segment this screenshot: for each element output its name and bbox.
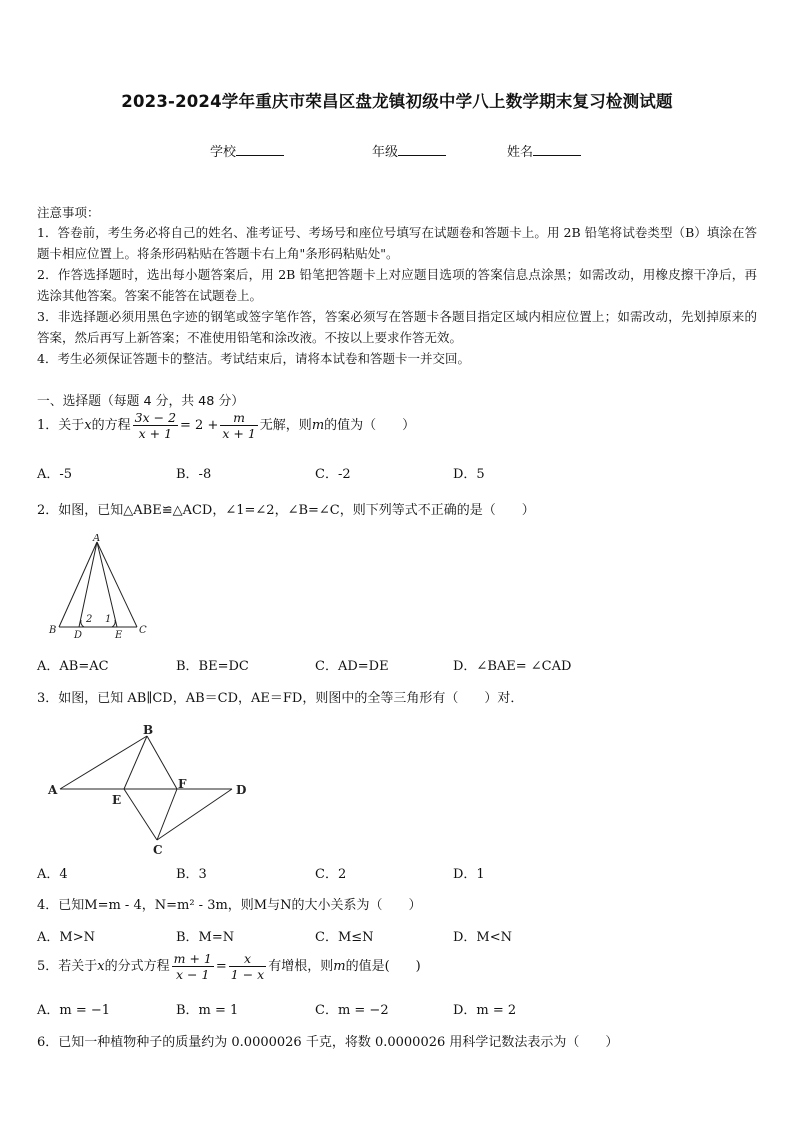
q2-label-e: E xyxy=(115,630,123,641)
q3-line-ec xyxy=(124,789,157,840)
q5-f1-denominator: x − 1 xyxy=(176,967,210,982)
q3-line-bf xyxy=(147,736,177,789)
q3-line-fc xyxy=(157,789,177,840)
question-4-stem: 4．已知M=m - 4，N=m² - 3m，则M与N的大小关系为（ ） xyxy=(37,898,422,913)
q2-option-b[interactable]: B．BE=DC xyxy=(176,659,249,674)
q4-option-c[interactable]: C．M≤N xyxy=(315,930,374,945)
name-label: 姓名 xyxy=(507,145,534,160)
question-6-stem: 6．已知一种植物种子的质量约为 0.0000026 千克，将数 0.0000026 用科学记数法表示为（ ） xyxy=(37,1035,619,1050)
name-blank[interactable] xyxy=(533,143,581,156)
q5-fraction-1 xyxy=(172,951,214,982)
q5-eq: = xyxy=(215,959,227,974)
notice-item-2: 2．作答选择题时，选出每小题答案后，用 2B 铅笔把答题卡上对应题目选项的答案信息点涂黑；如需改动，用橡皮擦干净后，再选涂其他答案。答案不能答在试题卷上。 xyxy=(37,267,757,303)
q2-label-d: D xyxy=(74,630,83,641)
q4-option-b[interactable]: B．M=N xyxy=(176,930,235,945)
q3-label-b: B xyxy=(143,723,154,737)
q3-label-d: D xyxy=(236,783,247,797)
q5-suffix-2: 的值是( ) xyxy=(345,959,421,974)
q5-f1-numerator: m + 1 xyxy=(173,951,212,966)
q5-option-b[interactable]: B．m = 1 xyxy=(176,1003,239,1018)
q3-label-f: F xyxy=(178,777,187,791)
q3-line-dc xyxy=(157,789,232,840)
q1-f1-denominator: x + 1 xyxy=(138,426,173,441)
q5-option-a[interactable]: A．m = −1 xyxy=(37,1003,111,1018)
q1-option-c[interactable]: C．-2 xyxy=(315,467,351,482)
q2-figure xyxy=(44,534,154,642)
q3-line-ab xyxy=(60,736,147,789)
q1-suffix-2: 的值为（ ） xyxy=(324,418,416,433)
q3-option-a[interactable]: A．4 xyxy=(37,867,68,882)
notice-item-3: 3．非选择题必须用黑色字迹的钢笔或签字笔作答，答案必须写在答题卡各题目指定区域内相应位置上；如需改动，先划掉原来的答案，然后再写上新答案；不准使用铅笔和涂改液。不按以上要求作答无效。 xyxy=(37,309,757,345)
q5-suffix-1: 有增根，则 xyxy=(268,959,334,974)
q1-f1-numerator: 3x − 2 xyxy=(134,410,177,425)
q2-angle-1-arc xyxy=(112,620,115,627)
q4-option-a[interactable]: A．M>N xyxy=(37,930,95,945)
q2-line-ac xyxy=(97,542,137,627)
question-3-stem: 3．如图，已知 AB∥CD，AB＝CD，AE＝FD，则图中的全等三角形有（ ）对． xyxy=(37,691,524,706)
q3-option-c[interactable]: C．2 xyxy=(315,867,347,882)
q1-option-b[interactable]: B．-8 xyxy=(176,467,212,482)
grade-field xyxy=(372,141,446,160)
q1-option-a[interactable]: A．-5 xyxy=(37,467,73,482)
q5-var-x: x xyxy=(97,959,105,974)
q2-option-c[interactable]: C．AD=DE xyxy=(315,659,389,674)
q2-option-d[interactable]: D．∠BAE= ∠CAD xyxy=(453,659,572,674)
q1-eq: = 2 + xyxy=(180,418,219,433)
question-5-stem xyxy=(37,951,421,982)
notice-item-4: 4．考生必须保证答题卡的整洁。考试结束后，请将本试卷和答题卡一并交回。 xyxy=(37,351,470,366)
q3-line-be xyxy=(124,736,147,789)
q3-label-e: E xyxy=(112,793,122,807)
q3-figure xyxy=(44,720,254,858)
q1-option-d[interactable]: D．5 xyxy=(453,467,485,482)
question-2-stem: 2．如图，已知△ABE≌△ACD，∠1=∠2，∠B=∠C，则下列等式不正确的是（ ） xyxy=(37,503,535,518)
notice-item-1: 1．答卷前，考生务必将自己的姓名、准考证号、考场号和座位号填写在试题卷和答题卡上。用 2B 铅笔将试卷类型（B）填涂在答题卡相应位置上。将条形码粘贴在答题卡右上角"条形码粘贴处"。 xyxy=(37,225,757,261)
grade-label: 年级 xyxy=(372,145,399,160)
q2-label-angle-1: 1 xyxy=(105,614,112,625)
q1-fraction-1 xyxy=(133,410,178,441)
page-title: 2023-2024学年重庆市荣昌区盘龙镇初级中学八上数学期末复习检测试题 xyxy=(121,92,673,111)
q2-label-angle-2: 2 xyxy=(86,614,93,625)
q2-option-a[interactable]: A．AB=AC xyxy=(37,659,109,674)
q3-option-b[interactable]: B．3 xyxy=(176,867,207,882)
school-blank[interactable] xyxy=(236,143,284,156)
name-field xyxy=(507,141,581,160)
question-1-stem xyxy=(37,410,415,441)
q1-mid: 的方程 xyxy=(91,418,131,433)
q1-var-x: x xyxy=(84,418,92,433)
section-heading: 一、选择题（每题 4 分，共 48 分） xyxy=(37,394,245,409)
q3-option-d[interactable]: D．1 xyxy=(453,867,485,882)
q5-option-c[interactable]: C．m = −2 xyxy=(315,1003,389,1018)
q5-option-d[interactable]: D．m = 2 xyxy=(453,1003,517,1018)
q5-fraction-2 xyxy=(229,951,266,982)
q2-label-a: A xyxy=(93,534,101,544)
school-field xyxy=(210,141,284,160)
q1-prefix: 1．关于 xyxy=(37,418,85,433)
q5-mid: 的分式方程 xyxy=(104,959,170,974)
q2-label-c: C xyxy=(139,625,147,636)
q1-fraction-2 xyxy=(220,410,257,441)
q1-suffix-1: 无解，则 xyxy=(259,418,312,433)
q5-f2-numerator: x xyxy=(229,951,266,967)
q5-var-m: m xyxy=(333,959,346,974)
q5-f2-denominator: 1 − x xyxy=(230,967,265,982)
q2-label-b: B xyxy=(49,625,57,636)
q1-var-m: m xyxy=(311,418,325,433)
q1-f2-numerator: m xyxy=(220,410,257,426)
q3-label-a: A xyxy=(48,783,58,797)
grade-blank[interactable] xyxy=(398,143,446,156)
q1-f2-denominator: x + 1 xyxy=(222,426,256,441)
q5-prefix: 5．若关于 xyxy=(37,959,98,974)
q3-label-c: C xyxy=(153,843,163,857)
school-label: 学校 xyxy=(210,145,237,160)
q4-option-d[interactable]: D．M<N xyxy=(453,930,513,945)
notice-heading: 注意事项： xyxy=(37,205,100,220)
q2-angle-2-arc xyxy=(81,620,84,627)
